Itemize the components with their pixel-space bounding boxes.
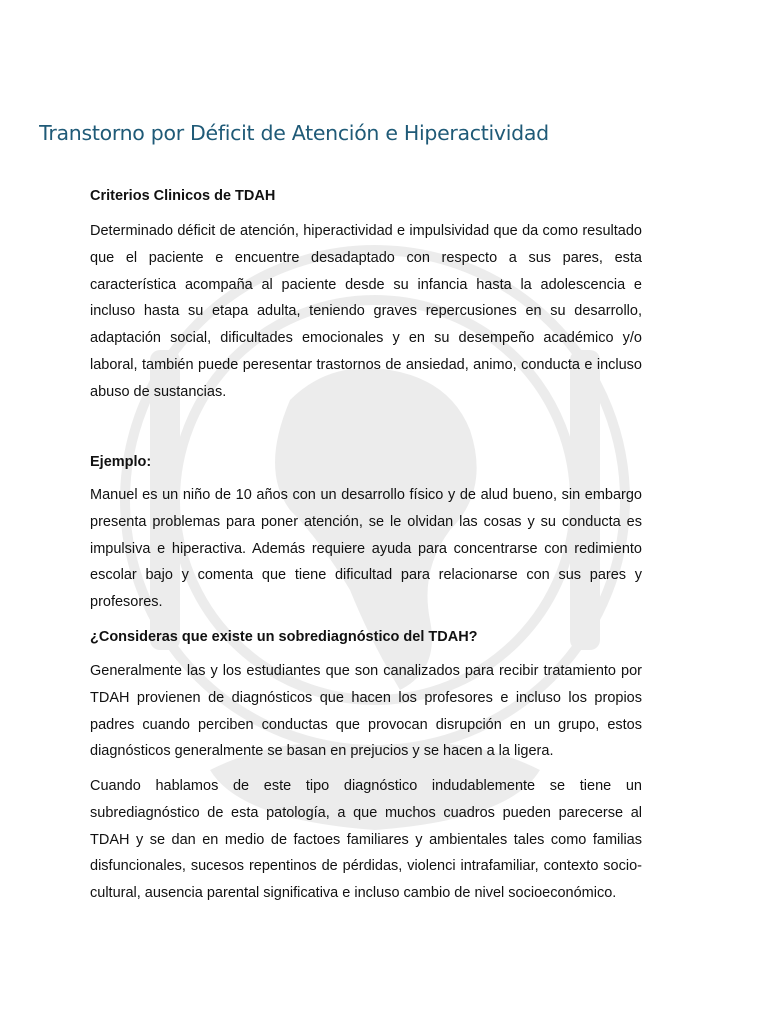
- paragraph-sobrediagnostico-1: Generalmente las y los estudiantes que son canalizados para recibir tratamiento por TDAH provienen de diagnósticos que hacen los profesores e incluso los propios padres cuando perciben conductas que provocan disrupción en un grupo, estos diagnósticos generalmente se basan en prejucios y se hacen a la ligera.: [90, 663, 642, 760]
- document-title: Transtorno por Déficit de Atención e Hiperactividad: [39, 121, 549, 145]
- section-heading-sobrediagnostico: ¿Consideras que existe un sobrediagnóstico del TDAH?: [90, 629, 478, 645]
- paragraph-criterios: Determinado déficit de atención, hiperactividad e impulsividad que da como resultado que el paciente e encuentre desadaptado con respecto a sus pares, esta característica acompaña al paciente desde su infancia hasta la adolescencia e incluso hasta su etapa adulta, teniendo graves repercusiones en su desarrollo, adaptación social, dificultades emocionales y en su desempeño académico y/o laboral, también puede peresentar trastornos de ansiedad, animo, conducta e incluso abuso de sustancias.: [90, 223, 642, 400]
- section-heading-ejemplo: Ejemplo:: [90, 454, 152, 470]
- paragraph-sobrediagnostico-2: Cuando hablamos de este tipo diagnóstico indudablemente se tiene un subrediagnóstico de esta patología, a que muchos cuadros pueden parecerse al TDAH y se dan en medio de factoes familiares y ambientales tales como familias disfuncionales, sucesos repentinos de pérdidas, violenci intrafamiliar, contexto socio-cultural, ausencia parental significativa e incluso cambio de nivel socioeconómico.: [90, 778, 642, 902]
- paragraph-ejemplo: Manuel es un niño de 10 años con un desarrollo físico y de alud bueno, sin embargo presenta problemas para poner atención, se le olvidan las cosas y su conducta es impulsiva e hiperactiva. Además requiere ayuda para concentrarse con redimiento escolar bajo y comenta que tiene dificultad para relacionarse con sus pares y profesores.: [90, 487, 642, 611]
- section-heading-criterios: Criterios Clinicos de TDAH: [90, 188, 276, 204]
